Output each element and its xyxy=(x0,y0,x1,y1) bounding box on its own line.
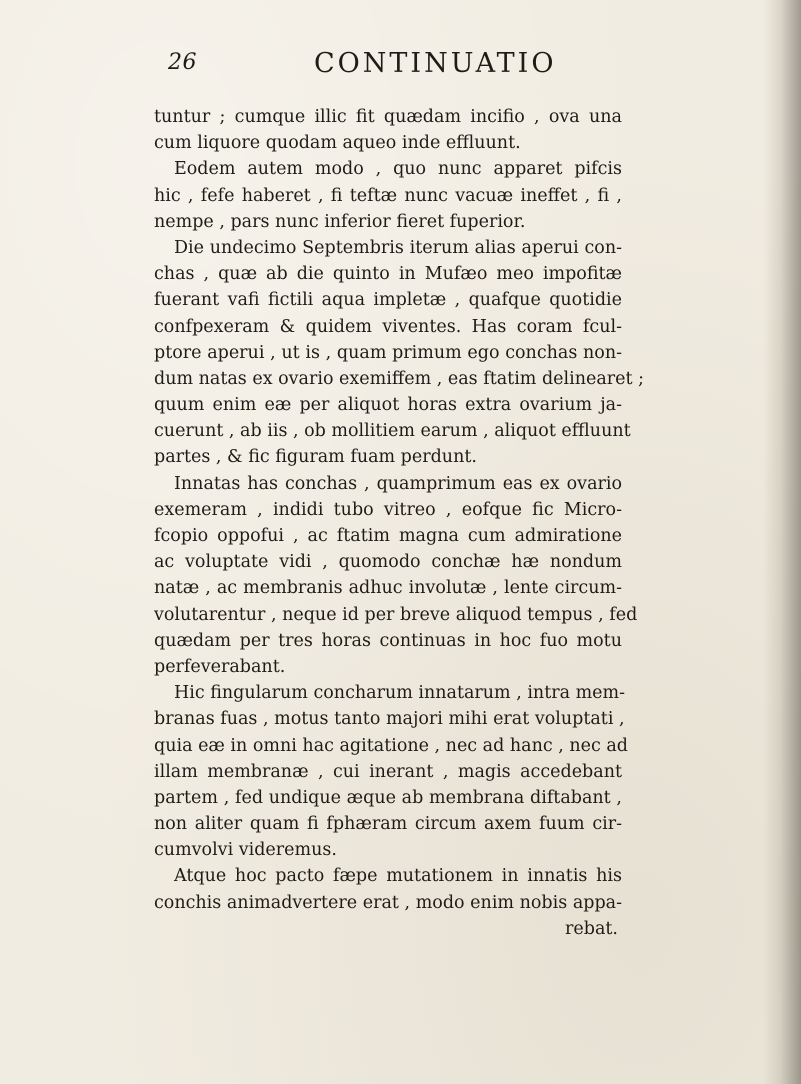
text-line: Innatas has conchas , quamprimum eas ex ovario xyxy=(174,473,622,494)
page-header xyxy=(168,48,628,88)
text-line: partem , fed undique æque ab membrana diftabant , xyxy=(154,787,622,808)
text-line: hic , fefe haberet , fi teftæ nunc vacuæ ineffet , fi , xyxy=(154,185,622,206)
text-line: conchis animadvertere erat , modo enim nobis appa- xyxy=(154,892,622,913)
page-number: 26 xyxy=(168,50,197,75)
text-line: quum enim eæ per aliquot horas extra ovarium ja- xyxy=(154,395,622,416)
text-line: natæ , ac membranis adhuc involutæ , lente circum- xyxy=(154,578,622,599)
text-line: branas fuas , motus tanto majori mihi erat voluptati , xyxy=(154,709,625,730)
text-line: dum natas ex ovario exemiffem , eas ftatim delinearet ; xyxy=(154,368,644,389)
text-line: fuerant vafi fictili aqua impletæ , quafque quotidie xyxy=(154,290,622,311)
text-line: cuerunt , ab iis , ob mollitiem earum , aliquot effluunt xyxy=(154,421,631,442)
text-line: exemeram , indidi tubo vitreo , eofque fic Micro- xyxy=(154,499,622,520)
text-line: Atque hoc pacto fæpe mutationem in innatis his xyxy=(174,866,622,887)
running-head: CONTINUATIO xyxy=(314,48,557,79)
text-line: illam membranæ , cui inerant , magis accedebant xyxy=(154,761,622,782)
text-line: volutarentur , neque id per breve aliquod tempus , fed xyxy=(154,604,638,625)
text-line: ptore aperui , ut is , quam primum ego conchas non- xyxy=(154,342,622,363)
text-line: cumvolvi videremus. xyxy=(154,840,337,861)
text-line: ac voluptate vidi , quomodo conchæ hæ nondum xyxy=(154,552,622,573)
text-line: perfeverabant. xyxy=(154,656,286,677)
text-line: Eodem autem modo , quo nunc apparet pifcis xyxy=(174,159,622,180)
body-text xyxy=(154,104,644,942)
text-line: cum liquore quodam aqueo inde effluunt. xyxy=(154,133,521,154)
text-line: non aliter quam fi fphæram circum axem fuum cir- xyxy=(154,814,622,835)
text-line: confpexeram & quidem viventes. Has coram fcul- xyxy=(154,316,622,337)
text-line: Die undecimo Septembris iterum alias aperui con- xyxy=(174,237,622,258)
page-edge-shadow xyxy=(763,0,801,1084)
text-line: tuntur ; cumque illic fit quædam incifio , ova una xyxy=(154,107,622,127)
text-line: chas , quæ ab die quinto in Mufæo meo impofitæ xyxy=(154,264,622,285)
text-line: rebat. xyxy=(565,918,618,939)
text-line: quædam per tres horas continuas in hoc fuo motu xyxy=(154,630,622,651)
text-line: partes , & fic figuram fuam perdunt. xyxy=(154,447,477,468)
text-line: quia eæ in omni hac agitatione , nec ad hanc , nec ad xyxy=(154,735,628,756)
text-line: fcopio oppofui , ac ftatim magna cum admiratione xyxy=(154,526,622,546)
text-line: Hic fingularum concharum innatarum , intra mem- xyxy=(174,683,626,704)
text-line: nempe , pars nunc inferior fieret fuperior. xyxy=(154,211,526,232)
